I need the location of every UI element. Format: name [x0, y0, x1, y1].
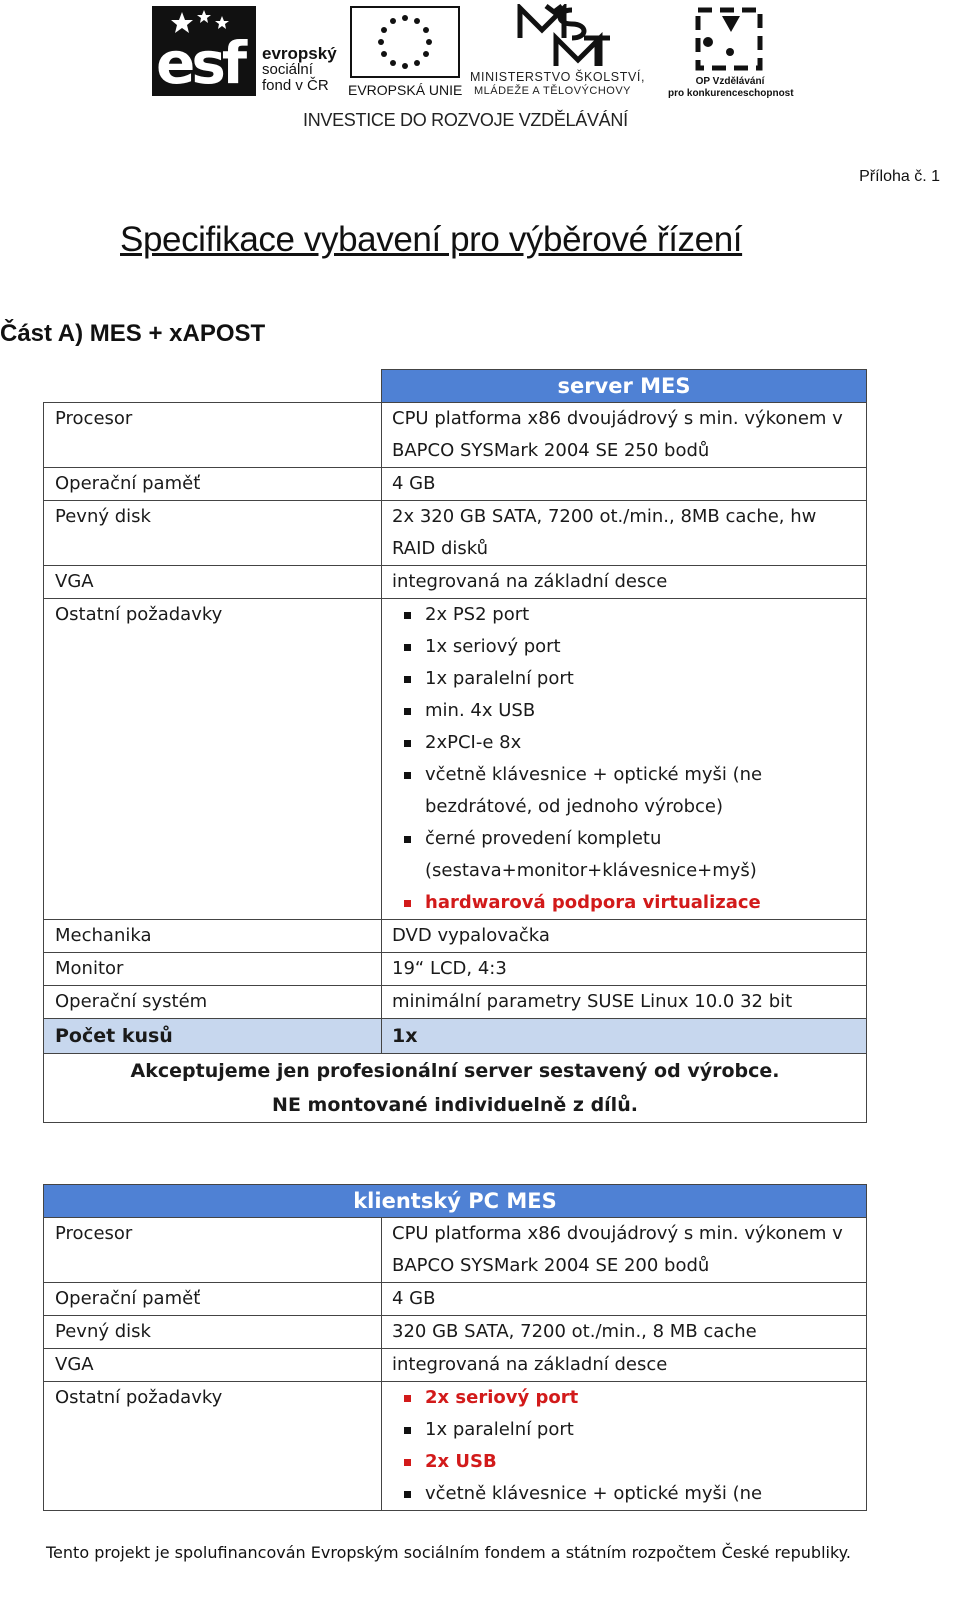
row-label: Pevný disk: [44, 1316, 382, 1349]
msmt-caption-line1: MINISTERSTVO ŠKOLSTVÍ,: [470, 70, 646, 84]
server-table-title: server MES: [382, 370, 867, 403]
row-value: integrovaná na základní desce: [382, 1349, 867, 1382]
requirements-list: [392, 599, 858, 919]
logo-tagline: INVESTICE DO ROZVOJE VZDĚLÁVÁNÍ: [303, 110, 628, 130]
list-item: 1x paralelní port: [392, 663, 858, 695]
annex-label: Příloha č. 1: [859, 168, 940, 185]
row-label: Operační paměť: [44, 1283, 382, 1316]
row-value: CPU platforma x86 dvoujádrový s min. výkonem v BAPCO SYSMark 2004 SE 200 bodů: [382, 1218, 867, 1283]
eu-caption: EVROPSKÁ UNIE: [348, 82, 463, 98]
list-item-highlighted: 2x seriový port: [392, 1382, 858, 1414]
row-value: minimální parametry SUSE Linux 10.0 32 bit: [382, 986, 867, 1019]
row-value-list: [382, 1382, 867, 1511]
table-row: [44, 1382, 867, 1511]
note-cell: [44, 1054, 867, 1123]
requirements-list: [392, 1382, 858, 1510]
row-value: 4 GB: [382, 468, 867, 501]
server-spec-table: [43, 369, 867, 1123]
table-row: [44, 986, 867, 1019]
list-item-highlighted: 2x USB: [392, 1446, 858, 1478]
esf-caption: [262, 46, 337, 94]
table-row: [44, 403, 867, 468]
document-title: Specifikace vybavení pro výběrové řízení: [120, 220, 743, 259]
eu-flag: [350, 6, 460, 78]
table-row: [44, 599, 867, 920]
part-heading: Část A) MES + xAPOST: [0, 320, 266, 347]
esf-mark: [152, 6, 256, 96]
row-value: integrovaná na základní desce: [382, 566, 867, 599]
opvk-emblem-icon: [694, 6, 766, 72]
list-item: černé provedení kompletu (sestava+monitor+klávesnice+myš): [392, 823, 858, 887]
table-row: [44, 1218, 867, 1283]
server-header-row: [44, 370, 867, 403]
table-row: [44, 1316, 867, 1349]
esf-logo: [152, 6, 342, 96]
row-label: Operační paměť: [44, 468, 382, 501]
row-label: Mechanika: [44, 920, 382, 953]
opvk-caption-line2: pro konkurenceschopnost: [668, 88, 794, 99]
row-value: DVD vypalovačka: [382, 920, 867, 953]
row-value: 19“ LCD, 4:3: [382, 953, 867, 986]
note-row: [44, 1054, 867, 1123]
server-header-blank: [44, 370, 382, 403]
esf-caption-line3: fond v ČR: [262, 77, 329, 94]
row-value: 320 GB SATA, 7200 ot./min., 8 MB cache: [382, 1316, 867, 1349]
opvk-caption-line1: OP Vzdělávání: [695, 76, 765, 87]
table-row: [44, 468, 867, 501]
row-label: Ostatní požadavky: [44, 599, 382, 920]
row-label: VGA: [44, 566, 382, 599]
row-label: VGA: [44, 1349, 382, 1382]
list-item: včetně klávesnice + optické myši (ne bezdrátové, od jednoho výrobce): [392, 759, 858, 823]
msmt-caption-line2: MLÁDEŽE A TĚLOVÝCHOVY: [474, 85, 632, 97]
note-line2: NE montované individuelně z dílů.: [272, 1094, 638, 1116]
esf-caption-line1: evropský: [262, 44, 337, 63]
list-item: včetně klávesnice + optické myši (ne: [392, 1478, 858, 1510]
list-item: min. 4x USB: [392, 695, 858, 727]
eu-logo: [348, 6, 464, 98]
esf-caption-line2: sociální: [262, 61, 313, 78]
esf-mark-text: esf: [156, 29, 244, 97]
table-row: [44, 1349, 867, 1382]
row-value: CPU platforma x86 dvoujádrový s min. výkonem v BAPCO SYSMark 2004 SE 250 bodů: [382, 403, 867, 468]
row-label: Pevný disk: [44, 501, 382, 566]
row-value-list: [382, 599, 867, 920]
row-value: 4 GB: [382, 1283, 867, 1316]
row-label: Ostatní požadavky: [44, 1382, 382, 1511]
list-item: 2x PS2 port: [392, 599, 858, 631]
list-item: 1x seriový port: [392, 631, 858, 663]
count-label: Počet kusů: [44, 1019, 382, 1054]
client-header-row: [44, 1185, 867, 1218]
eu-stars-icon: [352, 8, 458, 76]
list-item-highlighted: hardwarová podpora virtualizace: [392, 887, 858, 919]
list-item: 2xPCI-e 8x: [392, 727, 858, 759]
table-row: [44, 953, 867, 986]
msmt-logo: [470, 4, 660, 98]
table-row: [44, 920, 867, 953]
table-row: [44, 566, 867, 599]
row-label: Operační systém: [44, 986, 382, 1019]
page-footer: Tento projekt je spolufinancován Evropským sociálním fondem a státním rozpočtem České republiky.: [46, 1543, 851, 1562]
table-row: [44, 1283, 867, 1316]
msmt-monogram-icon: [516, 4, 612, 68]
opvk-logo: [668, 6, 792, 98]
row-label: Monitor: [44, 953, 382, 986]
row-label: Procesor: [44, 1218, 382, 1283]
client-table-title: klientský PC MES: [44, 1185, 867, 1218]
table-row: [44, 501, 867, 566]
note-line1: Akceptujeme jen profesionální server sestavený od výrobce.: [130, 1060, 780, 1082]
client-spec-table: [43, 1184, 867, 1511]
count-value: 1x: [382, 1019, 867, 1054]
row-label: Procesor: [44, 403, 382, 468]
row-value: 2x 320 GB SATA, 7200 ot./min., 8MB cache, hw RAID disků: [382, 501, 867, 566]
list-item: 1x paralelní port: [392, 1414, 858, 1446]
count-row: [44, 1019, 867, 1054]
